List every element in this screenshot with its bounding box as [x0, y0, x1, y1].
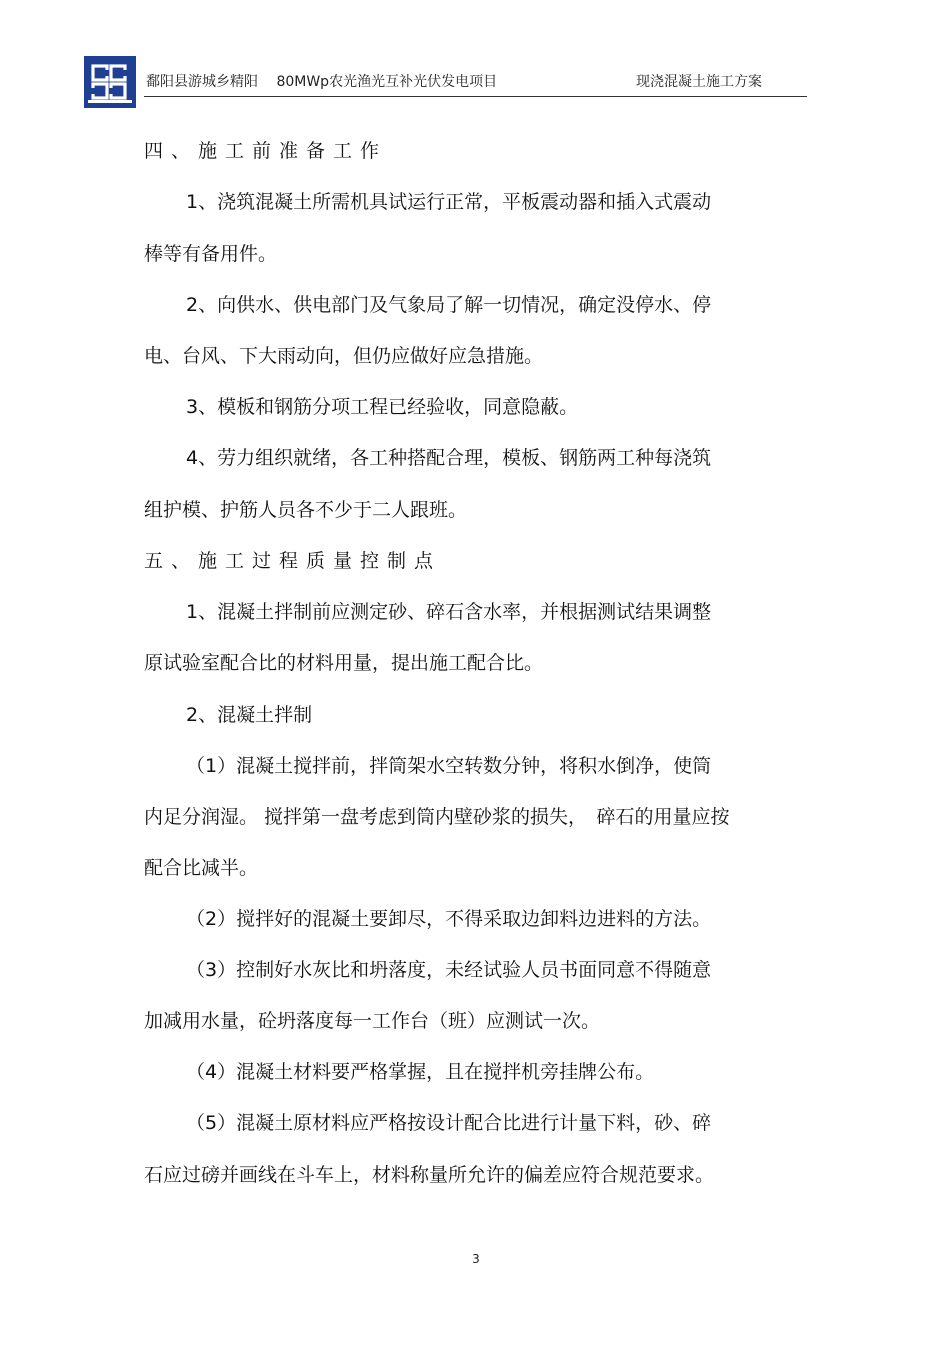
paragraph-line: 1、混凝土拌制前应测定砂、碎石含水率，并根据测试结果调整: [186, 601, 712, 623]
paragraph-line: 1、浇筑混凝土所需机具试运行正常，平板震动器和插入式震动: [186, 191, 712, 213]
company-logo: [84, 56, 136, 108]
cscec-logo-icon: [84, 56, 136, 108]
paragraph-line: 3、模板和钢筋分项工程已经验收，同意隐蔽。: [186, 396, 579, 418]
paragraph-line: （1）混凝土搅拌前，拌筒架水空转数分钟，将积水倒净，使筒: [186, 755, 712, 777]
paragraph-line: 棒等有备用件。: [144, 243, 278, 265]
paragraph-line: 石应过磅并画线在斗车上，材料称量所允许的偏差应符合规范要求。: [144, 1164, 715, 1186]
section-heading-5: 五、施工过程质量控制点: [144, 550, 442, 572]
paragraph-line: 组护模、护筋人员各不少于二人跟班。: [144, 499, 468, 521]
page-number: 3: [472, 1252, 480, 1266]
header-doc-title: 现浇混凝土施工方案: [636, 74, 762, 90]
paragraph-line: 2、向供水、供电部门及气象局了解一切情况，确定没停水、停: [186, 294, 712, 316]
paragraph-line: 配合比减半。: [144, 857, 259, 879]
paragraph-line: 2、混凝土拌制: [186, 704, 313, 726]
paragraph-line: 原试验室配合比的材料用量，提出施工配合比。: [144, 652, 544, 674]
paragraph-line: （3）控制好水灰比和坍落度，未经试验人员书面同意不得随意: [186, 959, 712, 981]
page-header: [84, 56, 807, 110]
paragraph-line: 内足分润湿。 搅拌第一盘考虑到筒内壁砂浆的损失， 碎石的用量应按: [144, 806, 730, 828]
section-heading-4: 四、施工前准备工作: [144, 140, 388, 162]
paragraph-line: 加减用水量，砼坍落度每一工作台（班）应测试一次。: [144, 1010, 601, 1032]
paragraph-line: （2）搅拌好的混凝土要卸尽，不得采取边卸料边进料的方法。: [186, 908, 712, 930]
paragraph-line: （4）混凝土材料要严格掌握，且在搅拌机旁挂牌公布。: [186, 1061, 655, 1083]
header-divider: [144, 96, 807, 97]
paragraph-line: 4、劳力组织就绪，各工种搭配合理，模板、钢筋两工种每浇筑: [186, 447, 712, 469]
paragraph-line: （5）混凝土原材料应严格按设计配合比进行计量下料，砂、碎: [186, 1112, 712, 1134]
header-project-name: 鄱阳县游城乡精阳 80MWp农光渔光互补光伏发电项目: [146, 74, 498, 90]
paragraph-line: 电、台风、下大雨动向，但仍应做好应急措施。: [144, 345, 544, 367]
